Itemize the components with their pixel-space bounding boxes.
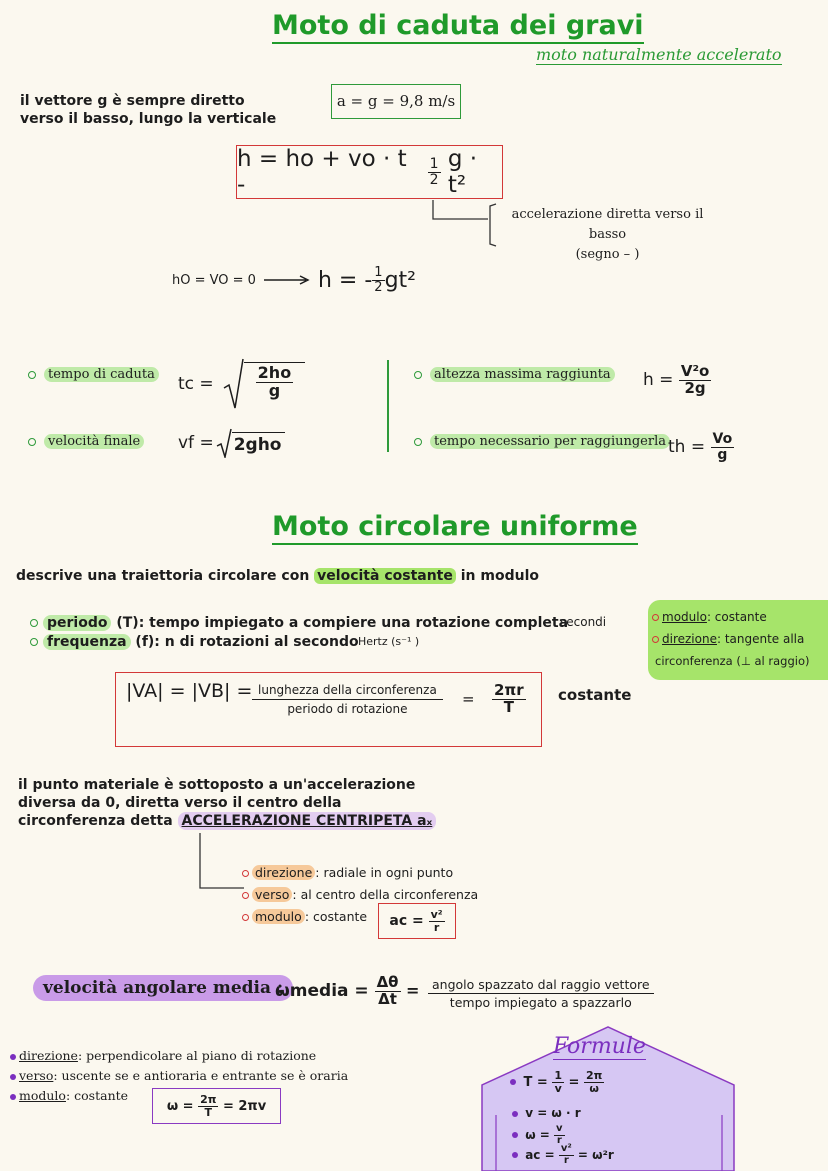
sqrt-icon bbox=[222, 358, 244, 410]
formule-omega bbox=[512, 1124, 565, 1146]
centripetal-direzione bbox=[242, 862, 478, 884]
fraction-numerator: Vo bbox=[712, 431, 733, 447]
prop-text: : perpendicolare al piano di rotazione bbox=[77, 1048, 317, 1063]
formula-fraction bbox=[552, 1070, 564, 1094]
formula-fraction-2 bbox=[584, 1070, 604, 1094]
prop-label: modulo bbox=[19, 1088, 66, 1103]
bullet-icon bbox=[10, 1074, 16, 1080]
side-modulo-text: : costante bbox=[706, 610, 767, 624]
speed-formula-equals: = bbox=[462, 690, 475, 708]
fraction-denominator: T bbox=[204, 1105, 212, 1119]
fraction-numerator: angolo spazzato dal raggio vettore bbox=[428, 978, 654, 994]
bullet-icon bbox=[30, 619, 38, 627]
speed-constant-note: costante bbox=[558, 686, 632, 704]
bullet-icon bbox=[512, 1111, 518, 1117]
fraction-numerator: 1 bbox=[429, 155, 439, 172]
angular-prop-direzione bbox=[10, 1046, 348, 1066]
frequency-unit: Hertz (s⁻¹ ) bbox=[358, 635, 420, 648]
acceleration-note bbox=[500, 205, 715, 265]
formula-symbol: h = bbox=[643, 370, 674, 391]
formula-fraction bbox=[559, 1144, 574, 1166]
frequency-text: (f): n di rotazioni al secondo bbox=[135, 634, 359, 650]
formula-lhs: ω = bbox=[525, 1128, 550, 1142]
item-tempo-necessario bbox=[414, 434, 670, 449]
fraction-numerator: 1 bbox=[374, 265, 383, 280]
formula-symbol: tc = bbox=[178, 374, 214, 394]
formula-equals: = bbox=[568, 1074, 580, 1090]
fraction-denominator: 2 bbox=[429, 171, 439, 188]
side-modulo bbox=[648, 606, 828, 628]
acceleration-note-line-1: accelerazione diretta verso il basso bbox=[511, 207, 704, 242]
fraction-denominator: Δt bbox=[378, 989, 397, 1008]
speed-formula-lhs: |VA| = |VB| = bbox=[126, 680, 253, 702]
item-label: velocità finale bbox=[44, 434, 144, 449]
angular-velocity-label: velocità angolare media : bbox=[33, 975, 293, 1001]
fraction-denominator: g bbox=[717, 446, 728, 463]
fraction-numerator: 2πr bbox=[494, 681, 524, 699]
fraction-denominator: tempo impiegato a spazzarlo bbox=[449, 995, 632, 1011]
velocity-side-note bbox=[648, 600, 828, 680]
fraction-numerator: 2π bbox=[585, 1069, 603, 1082]
item-label: tempo di caduta bbox=[44, 367, 159, 382]
section1-subtitle: moto naturalmente accelerato bbox=[536, 45, 782, 64]
centripetal-line-1: il punto materiale è sottoposto a un'accelerazione bbox=[18, 777, 416, 793]
omega-lhs: ω = bbox=[166, 1098, 194, 1114]
fraction-denominator: T bbox=[503, 697, 514, 716]
side-direzione-text-2: circonferenza (⊥ al raggio) bbox=[655, 654, 810, 668]
altezza-fraction bbox=[679, 364, 711, 397]
formula-symbol: th = bbox=[668, 437, 706, 458]
bullet-icon bbox=[510, 1079, 516, 1085]
angular-fraction bbox=[375, 975, 401, 1008]
formula-symbol: vf = bbox=[178, 433, 214, 453]
vector-note-line-2: verso il basso, lungo la verticale bbox=[20, 111, 277, 127]
fraction-denominator: r bbox=[433, 920, 440, 934]
fraction-denominator: 2g bbox=[684, 378, 706, 397]
bullet-icon bbox=[10, 1094, 16, 1100]
acceleration-note-line-2: (segno – ) bbox=[575, 247, 640, 262]
bullet-icon bbox=[512, 1132, 518, 1138]
special-case-tail: gt² bbox=[384, 267, 416, 293]
item-tempo-caduta bbox=[28, 367, 159, 382]
main-formula-tail: g · t² bbox=[447, 146, 478, 198]
column-divider bbox=[387, 360, 389, 452]
acceleration-box: a = g = 9,8 m/s bbox=[331, 84, 461, 119]
sqrt-icon bbox=[216, 428, 232, 458]
prop-text: : costante bbox=[65, 1088, 129, 1103]
item-velocita-finale bbox=[28, 434, 144, 449]
main-formula-fraction bbox=[428, 157, 441, 187]
formule-period bbox=[510, 1070, 604, 1094]
speed-fraction bbox=[252, 684, 443, 715]
centripetal-formula-box bbox=[378, 903, 456, 939]
bullet-icon bbox=[30, 638, 38, 646]
frequency-line bbox=[30, 633, 359, 651]
period-unit: secondi bbox=[560, 615, 607, 629]
angular-fraction-2 bbox=[428, 978, 654, 1009]
special-case bbox=[172, 266, 416, 294]
formula-tail: = ω²r bbox=[577, 1148, 614, 1162]
formula-lhs: ac = bbox=[525, 1148, 555, 1162]
speed-formula-fraction bbox=[252, 684, 443, 715]
bullet-icon bbox=[652, 614, 659, 621]
formula-tempo-necessario bbox=[668, 432, 734, 462]
item-altezza-massima bbox=[414, 367, 615, 382]
intro-text: descrive una traiettoria circolare con bbox=[16, 568, 310, 584]
fraction-numerator: Δθ bbox=[376, 973, 399, 991]
formule-title: Formule bbox=[553, 1034, 646, 1059]
intro-tail: in modulo bbox=[460, 568, 540, 584]
vector-note-line-1: il vettore g è sempre diretto bbox=[20, 93, 245, 109]
fraction-numerator: 2ho bbox=[257, 363, 292, 383]
bullet-icon bbox=[652, 636, 659, 643]
bullet-icon bbox=[242, 892, 249, 899]
fraction-denominator: r bbox=[556, 1134, 562, 1146]
bullet-icon bbox=[10, 1054, 16, 1060]
circular-intro bbox=[16, 567, 539, 585]
centripetal-fraction bbox=[429, 909, 445, 933]
formula-radicand: 2gho bbox=[232, 432, 286, 455]
fraction-numerator: v² bbox=[430, 907, 443, 921]
fraction-denominator: 2 bbox=[374, 279, 383, 295]
formula-altezza-massima bbox=[643, 364, 711, 397]
fraction-numerator: 1 bbox=[554, 1069, 563, 1082]
modulo-label: modulo bbox=[252, 909, 305, 924]
bullet-icon bbox=[242, 870, 249, 877]
formula-text: v = ω · r bbox=[525, 1106, 581, 1120]
centripetal-connector bbox=[196, 832, 246, 892]
fraction-denominator: ω bbox=[589, 1081, 599, 1095]
omega-tail: = 2πv bbox=[222, 1098, 267, 1114]
side-modulo-label: modulo bbox=[662, 610, 707, 624]
formula-velocita-finale bbox=[178, 428, 285, 458]
bullet-icon bbox=[28, 371, 36, 379]
fraction-numerator: v² bbox=[560, 1143, 572, 1154]
side-direzione-label: direzione bbox=[662, 632, 717, 646]
fraction-denominator: periodo di rotazione bbox=[287, 701, 408, 716]
tempo-necessario-fraction bbox=[711, 432, 735, 462]
bullet-icon bbox=[414, 438, 422, 446]
centripetal-highlight: ACCELERAZIONE CENTRIPETA aₓ bbox=[178, 812, 437, 830]
side-direzione bbox=[648, 628, 828, 650]
period-line bbox=[30, 614, 568, 632]
angular-lhs: ωmedia = bbox=[275, 981, 369, 1002]
bullet-icon bbox=[28, 438, 36, 446]
formula-tempo-caduta bbox=[178, 358, 305, 410]
fraction-denominator: g bbox=[268, 381, 281, 400]
formula-lhs: T = bbox=[523, 1074, 548, 1090]
centripetal-formula-lhs: ac = bbox=[389, 913, 424, 929]
centripetal-line-3-text: circonferenza detta bbox=[18, 813, 173, 829]
bullet-icon bbox=[414, 371, 422, 379]
prop-label: verso bbox=[19, 1068, 54, 1083]
centripetal-line-2: diversa da 0, diretta verso il centro della bbox=[18, 795, 342, 811]
bullet-icon bbox=[242, 914, 249, 921]
speed-formula-fraction-2 bbox=[492, 683, 526, 716]
angular-description-fraction bbox=[428, 978, 654, 1009]
speed-fraction-2 bbox=[492, 683, 526, 716]
period-text: (T): tempo impiegato a compiere una rotazione completa bbox=[116, 615, 569, 631]
fraction-denominator: v bbox=[554, 1081, 562, 1095]
tempo-caduta-fraction bbox=[244, 362, 306, 400]
special-case-lhs: h = - bbox=[317, 267, 373, 293]
direzione-label: direzione bbox=[252, 865, 315, 880]
main-formula-lhs: h = ho + vo · t - bbox=[237, 146, 407, 198]
angular-velocity-formula bbox=[275, 975, 401, 1008]
centripetal-intro bbox=[18, 776, 436, 830]
arrow-right-icon bbox=[262, 274, 312, 286]
fraction-denominator: r bbox=[563, 1154, 569, 1166]
fraction-numerator: v bbox=[556, 1123, 563, 1134]
intro-highlight: velocità costante bbox=[314, 568, 456, 584]
vector-note bbox=[20, 92, 276, 128]
special-case-fraction bbox=[372, 266, 384, 294]
item-label: tempo necessario per raggiungerla bbox=[430, 434, 670, 449]
formule-centripetal bbox=[512, 1144, 614, 1166]
verso-text: : al centro della circonferenza bbox=[292, 887, 479, 902]
angular-equals: = bbox=[406, 981, 420, 1000]
omega-fraction bbox=[198, 1094, 218, 1118]
prop-text: : uscente se e antioraria e entrante se è oraria bbox=[53, 1068, 349, 1083]
fraction-numerator: lunghezza della circonferenza bbox=[252, 684, 443, 700]
direzione-text: : radiale in ogni punto bbox=[315, 865, 454, 880]
verso-label: verso bbox=[252, 887, 292, 902]
section1-title: Moto di caduta dei gravi bbox=[272, 10, 644, 44]
omega-formula-box bbox=[152, 1088, 281, 1124]
frequency-highlight: frequenza bbox=[43, 634, 131, 650]
formule-velocity bbox=[512, 1106, 581, 1120]
period-highlight: periodo bbox=[43, 615, 111, 631]
side-direzione-text: : tangente alla bbox=[716, 632, 805, 646]
section2-title: Moto circolare uniforme bbox=[272, 511, 638, 545]
main-formula-box bbox=[236, 145, 503, 199]
fraction-numerator: 2π bbox=[200, 1092, 217, 1106]
prop-label: direzione bbox=[19, 1048, 78, 1063]
centripetal-line-3 bbox=[18, 812, 436, 830]
bracket-connector bbox=[430, 198, 500, 250]
angular-prop-verso bbox=[10, 1066, 348, 1086]
special-case-condition: hO = VO = 0 bbox=[172, 272, 256, 288]
modulo-text: : costante bbox=[304, 909, 368, 924]
bullet-icon bbox=[512, 1152, 518, 1158]
fraction-numerator: V²o bbox=[680, 362, 710, 380]
item-label: altezza massima raggiunta bbox=[430, 367, 615, 382]
